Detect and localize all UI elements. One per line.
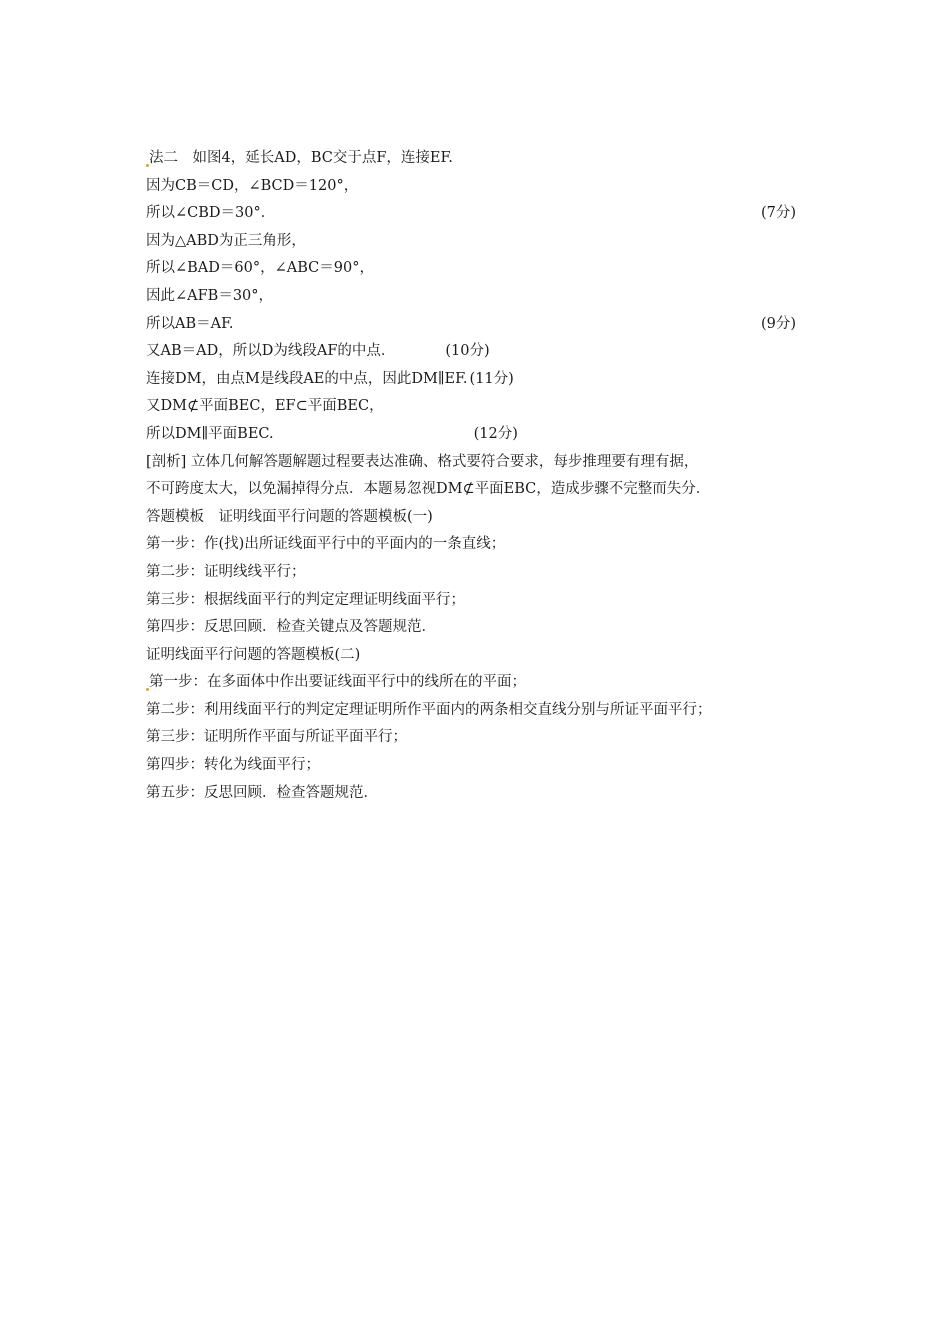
text-line: 第一步：在多面体中作出要证线面平行中的线所在的平面； — [146, 669, 796, 697]
text-line: 又DM⊄平面BEC，EF⊂平面BEC， — [146, 398, 384, 415]
text-line: 因此∠AFB＝30°， — [146, 287, 274, 304]
text-line: 不可跨度太大，以免漏掉得分点．本题易忽视DM⊄平面EBC，造成步骤不完整而失分． — [146, 481, 711, 498]
text-line: 第二步：利用线面平行的判定定理证明所作平面内的两条相交直线分别与所证平面平行； — [146, 701, 712, 718]
text-line: [剖析] 立体几何解答题解题过程要表达准确、格式要符合要求，每步推理要有理有据， — [146, 453, 699, 470]
text-line: 所以AB＝AF. (9分) — [146, 311, 796, 339]
text-line: 第三步：证明所作平面与所证平面平行； — [146, 729, 407, 746]
score-label: (12分) — [473, 425, 518, 442]
score-label: (10分) — [445, 343, 490, 360]
text-line: 法二 如图4，延长AD，BC交于点F，连接EF. — [146, 145, 796, 173]
text-line: 连接DM，由点M是线段AE的中点，因此DM∥EF. (11分) — [146, 370, 514, 387]
text-line: 答题模板 证明线面平行问题的答题模板(一) — [146, 508, 433, 525]
text-line: 又AB＝AD，所以D为线段AF的中点． (10分) — [146, 343, 490, 360]
text-line: 所以∠CBD＝30°． (7分) — [146, 200, 796, 228]
text-line: 因为△ABD为正三角形， — [146, 232, 306, 249]
text-line: 证明线面平行问题的答题模板(二) — [146, 646, 361, 663]
text-line: 所以∠BAD＝60°，∠ABC＝90°， — [146, 260, 374, 277]
text-line: 第四步：转化为线面平行； — [146, 757, 320, 774]
text-line: 第三步：根据线面平行的判定定理证明线面平行； — [146, 591, 465, 608]
text-line: 因为CB＝CD，∠BCD＝120°， — [146, 177, 359, 194]
text-line: 第五步：反思回顾．检查答题规范． — [146, 784, 378, 801]
score-label: (7分) — [760, 205, 796, 222]
score-label: (9分) — [760, 315, 796, 332]
score-label: (11分) — [469, 370, 514, 387]
text-line: 所以DM∥平面BEC. (12分) — [146, 425, 518, 442]
solution-text — [146, 145, 796, 807]
text-line: 第四步：反思回顾．检查关键点及答题规范． — [146, 619, 436, 636]
text-line: 第一步：作(找)出所证线面平行中的平面内的一条直线； — [146, 536, 506, 553]
text-line: 第二步：证明线线平行； — [146, 563, 306, 580]
